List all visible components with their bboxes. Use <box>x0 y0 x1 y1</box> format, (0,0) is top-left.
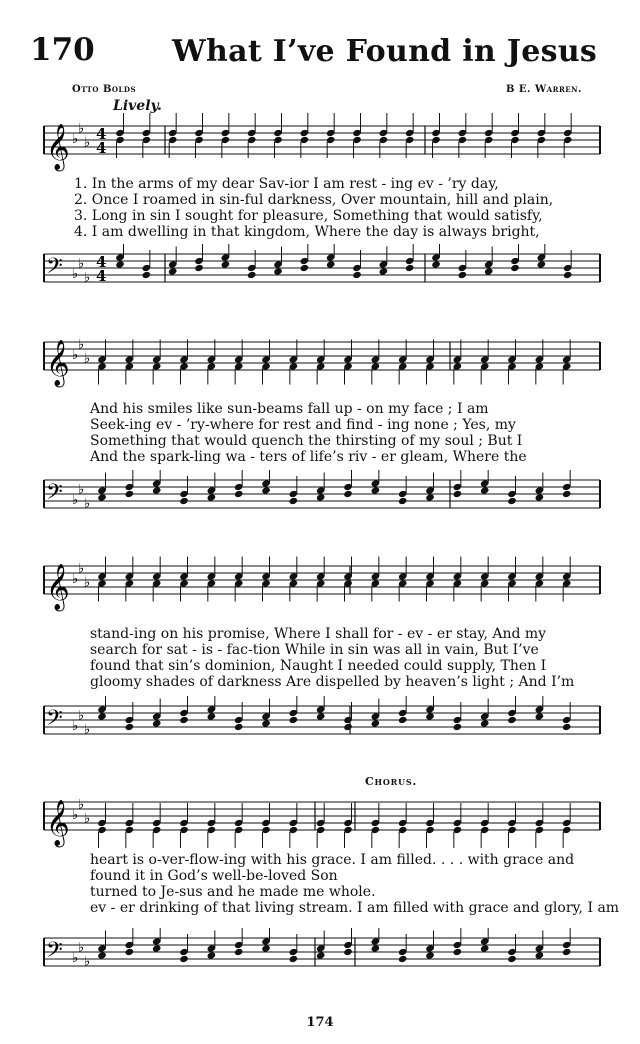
notehead <box>316 712 326 720</box>
notehead <box>352 271 362 279</box>
bass-staff-2 <box>0 470 640 530</box>
lyric-line: 1. In the arms of my dear Sav-ior I am rest - ing ev - ’ry day, <box>74 176 499 192</box>
notehead <box>453 948 463 956</box>
notehead <box>247 271 257 279</box>
notehead <box>300 264 310 272</box>
notehead <box>234 490 244 498</box>
notehead <box>453 723 463 731</box>
lyric-line: And the spark-ling wa - ters of life’s riv - er gleam, Where the <box>90 449 527 465</box>
notehead <box>343 490 353 498</box>
flat-icon: ♭ <box>78 256 85 272</box>
notehead <box>97 712 107 720</box>
lyric-line: found that sin’s dominion, Naught I needed could supply, Then I <box>90 658 547 674</box>
notehead <box>431 260 441 268</box>
chorus-label: Chorus. <box>365 775 418 788</box>
treble-staff-4 <box>0 788 640 858</box>
flat-icon: ♭ <box>72 572 79 587</box>
flat-icon: ♭ <box>84 575 91 591</box>
flat-icon: ♭ <box>78 708 85 724</box>
notehead <box>562 948 572 956</box>
tempo-marking: Lively. <box>113 98 162 114</box>
bass-clef-icon: 𝄢 <box>46 706 63 736</box>
notehead <box>97 493 107 501</box>
notehead <box>221 260 231 268</box>
flat-icon: ♭ <box>72 493 79 508</box>
notehead <box>425 712 435 720</box>
lyric-line: Seek-ing ev - ’ry-where for rest and find - ing none ; Yes, my <box>90 417 516 433</box>
bass-clef-icon: 𝄢 <box>46 480 63 510</box>
flat-icon: ♭ <box>72 348 79 363</box>
notehead <box>510 264 520 272</box>
notehead <box>537 260 547 268</box>
notehead <box>289 955 299 963</box>
time-signature-bottom: 4 <box>96 267 107 285</box>
lyric-line: found it in God’s well-be-loved Son <box>90 868 338 884</box>
time-signature-bottom: 4 <box>96 139 107 157</box>
notehead <box>507 497 517 505</box>
flat-icon: ♭ <box>84 496 91 512</box>
flat-icon: ♭ <box>84 135 91 151</box>
notehead <box>507 955 517 963</box>
notehead <box>480 486 490 494</box>
flat-icon: ♭ <box>84 270 91 286</box>
notehead <box>289 497 299 505</box>
flat-icon: ♭ <box>72 951 79 966</box>
lyric-line: turned to Je-sus and he made me whole. <box>90 884 376 900</box>
notehead <box>125 948 135 956</box>
flat-icon: ♭ <box>72 132 79 147</box>
notehead <box>484 267 494 275</box>
hymn-title: What I’ve Found in Jesus <box>172 34 598 69</box>
lyric-line: stand-ing on his promise, Where I shall for - ev - er stay, And my <box>90 626 547 642</box>
notehead <box>261 719 271 727</box>
flat-icon: ♭ <box>78 561 85 577</box>
notehead <box>142 271 152 279</box>
notehead <box>562 723 572 731</box>
notehead <box>371 486 381 494</box>
notehead <box>480 719 490 727</box>
notehead <box>152 944 162 952</box>
notehead <box>398 955 408 963</box>
flat-icon: ♭ <box>72 719 79 734</box>
notehead <box>453 490 463 498</box>
notehead <box>326 260 336 268</box>
lyric-line: search for sat - is - fac-tion While in sin was all in vain, But I’ve <box>90 642 539 658</box>
notehead <box>179 716 189 724</box>
notehead <box>563 271 573 279</box>
notehead <box>535 951 545 959</box>
time-signature-top: 4 <box>96 125 107 143</box>
notehead <box>168 267 178 275</box>
lyricist-credit: Otto Bolds <box>72 84 137 95</box>
lyric-line: Something that would quench the thirsting of my soul ; But I <box>90 433 523 449</box>
notehead <box>289 716 299 724</box>
flat-icon: ♭ <box>72 267 79 282</box>
notehead <box>179 955 189 963</box>
notehead <box>261 486 271 494</box>
notehead <box>316 951 326 959</box>
bass-staff-1 <box>0 244 640 304</box>
notehead <box>152 719 162 727</box>
notehead <box>458 271 468 279</box>
treble-clef-icon: 𝄞 <box>46 800 70 846</box>
lyric-line: heart is o-ver-flow-ing with his grace. I am filled. . . . with grace and <box>90 852 575 868</box>
notehead <box>405 264 415 272</box>
notehead <box>343 723 353 731</box>
notehead <box>425 951 435 959</box>
treble-clef-icon: 𝄞 <box>46 340 70 386</box>
notehead <box>207 493 217 501</box>
notehead <box>207 951 217 959</box>
lyric-line: 4. I am dwelling in that kingdom, Where the day is always bright, <box>74 224 540 240</box>
lyric-line: gloomy shades of darkness Are dispelled by heaven’s light ; And I’m <box>90 674 575 690</box>
notehead <box>562 490 572 498</box>
notehead <box>125 723 135 731</box>
flat-icon: ♭ <box>78 337 85 353</box>
treble-staff-3 <box>0 552 640 622</box>
treble-clef-icon: 𝄞 <box>46 564 70 610</box>
lyric-line: 2. Once I roamed in sin-ful darkness, Over mountain, hill and plain, <box>74 192 554 208</box>
notehead <box>316 493 326 501</box>
notehead <box>261 944 271 952</box>
treble-clef-icon: 𝄞 <box>46 124 70 170</box>
flat-icon: ♭ <box>78 797 85 813</box>
notehead <box>152 486 162 494</box>
flat-icon: ♭ <box>78 121 85 137</box>
notehead <box>207 712 217 720</box>
notehead <box>398 716 408 724</box>
notehead <box>343 948 353 956</box>
time-signature-top: 4 <box>96 253 107 271</box>
notehead <box>125 490 135 498</box>
bass-staff-4 <box>0 928 640 988</box>
page-number: 174 <box>306 1015 334 1030</box>
notehead <box>371 944 381 952</box>
notehead <box>480 944 490 952</box>
treble-staff-1 <box>0 112 640 182</box>
lyric-line: ev - er drinking of that living stream. I am filled with grace and glory, I am <box>90 900 620 916</box>
flat-icon: ♭ <box>84 351 91 367</box>
bass-staff-3 <box>0 696 640 756</box>
notehead <box>179 497 189 505</box>
notehead <box>425 493 435 501</box>
notehead <box>535 712 545 720</box>
notehead <box>507 716 517 724</box>
notehead <box>194 264 204 272</box>
lyric-line: And his smiles like sun-beams fall up - on my face ; I am <box>90 401 489 417</box>
notehead <box>379 267 389 275</box>
notehead <box>234 948 244 956</box>
bass-clef-icon: 𝄢 <box>46 254 63 284</box>
bass-clef-icon: 𝄢 <box>46 938 63 968</box>
flat-icon: ♭ <box>84 954 91 970</box>
notehead <box>273 267 283 275</box>
treble-staff-2 <box>0 328 640 398</box>
notehead <box>535 493 545 501</box>
lyric-line: 3. Long in sin I sought for pleasure, Something that would satisfy, <box>74 208 543 224</box>
notehead <box>371 719 381 727</box>
hymn-number: 170 <box>30 32 95 68</box>
notehead <box>97 951 107 959</box>
flat-icon: ♭ <box>72 808 79 823</box>
flat-icon: ♭ <box>84 722 91 738</box>
flat-icon: ♭ <box>84 811 91 827</box>
flat-icon: ♭ <box>78 482 85 498</box>
notehead <box>115 260 125 268</box>
flat-icon: ♭ <box>78 940 85 956</box>
composer-credit: B E. Warren. <box>505 84 582 95</box>
notehead <box>398 497 408 505</box>
notehead <box>234 723 244 731</box>
